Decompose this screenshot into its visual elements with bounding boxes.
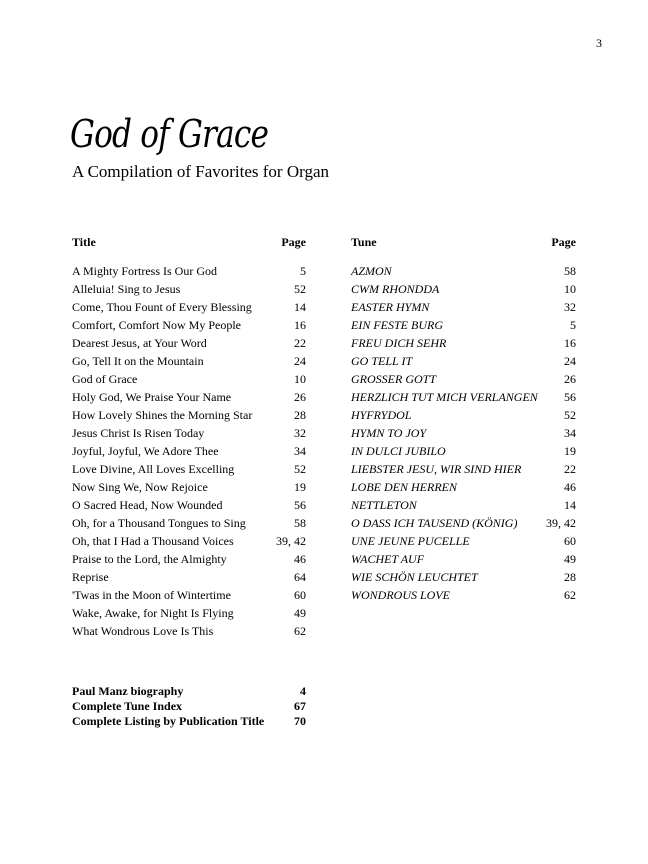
entry-page: 56 [564,390,576,404]
table-row [351,389,576,405]
table-row [351,533,576,549]
entry-page: 39, 42 [276,534,306,548]
entry-page: 49 [294,606,306,620]
entry-title: Praise to the Lord, the Almighty [72,552,227,566]
entry-page: 19 [564,444,576,458]
entry-page: 62 [294,624,306,638]
table-row [72,569,306,585]
entry-page: 58 [294,516,306,530]
entry-page: 16 [294,318,306,332]
table-row [72,407,306,423]
entry-title: WIE SCHÖN LEUCHTET [351,570,478,584]
table-row [351,407,576,423]
entry-title: HERZLICH TUT MICH VERLANGEN [351,390,538,404]
table-row [72,713,306,729]
entry-page: 52 [294,282,306,296]
entry-title: 'Twas in the Moon of Wintertime [72,588,231,602]
entry-page: 24 [564,354,576,368]
entry-page: 16 [564,336,576,350]
entry-page: 10 [564,282,576,296]
entry-title: FREU DICH SEHR [351,336,447,350]
entry-title: God of Grace [72,372,138,386]
entry-page: 58 [564,264,576,278]
table-row [72,389,306,405]
entry-title: EIN FESTE BURG [351,318,443,332]
entry-title: Paul Manz biography [72,684,184,698]
entry-title: EASTER HYMN [351,300,430,314]
entry-title: WACHET AUF [351,552,425,566]
entry-page: 24 [294,354,306,368]
table-row [72,281,306,297]
entry-title: Joyful, Joyful, We Adore Thee [72,444,219,458]
entry-page: 28 [564,570,576,584]
table-row [72,683,306,699]
table-row [72,587,306,603]
table-row [72,371,306,387]
entry-page: 67 [294,699,306,713]
entry-title: Love Divine, All Loves Excelling [72,462,235,476]
book-subtitle: A Compilation of Favorites for Organ [72,162,330,181]
entry-title: IN DULCI JUBILO [351,444,446,458]
entry-title: WONDROUS LOVE [351,588,450,602]
table-row [72,353,306,369]
table-row [351,461,576,477]
table-row [351,317,576,333]
entry-title: How Lovely Shines the Morning Star [72,408,253,422]
entry-title: Wake, Awake, for Night Is Flying [72,606,234,620]
entry-title: Comfort, Comfort Now My People [72,318,241,332]
table-row [72,461,306,477]
entry-page: 70 [294,714,306,728]
entry-page: 52 [564,408,576,422]
entry-page: 26 [294,390,306,404]
entry-page: 19 [294,480,306,494]
table-row [72,299,306,315]
book-title: God of Grace [70,112,269,156]
entry-page: 52 [294,462,306,476]
entry-title: HYFRYDOL [351,408,412,422]
table-row [72,605,306,621]
entry-page: 46 [564,480,576,494]
entry-title: Complete Listing by Publication Title [72,714,265,728]
table-row [72,317,306,333]
entry-title: What Wondrous Love Is This [72,624,214,638]
table-row [351,353,576,369]
table-row [72,425,306,441]
entry-page: 5 [570,318,576,332]
table-row [351,587,576,603]
table-row [351,515,576,531]
entry-title: NETTLETON [351,498,417,512]
entry-title: Oh, for a Thousand Tongues to Sing [72,516,246,530]
entry-title: Dearest Jesus, at Your Word [72,336,207,350]
table-row [72,623,306,639]
entry-page: 22 [564,462,576,476]
entry-title: Go, Tell It on the Mountain [72,354,204,368]
entry-page: 32 [294,426,306,440]
tunes-header-title: Tune [351,235,377,249]
entry-page: 22 [294,336,306,350]
entry-title: UNE JEUNE PUCELLE [351,534,470,548]
table-row [72,335,306,351]
entry-title: LIEBSTER JESU, WIR SIND HIER [351,462,522,476]
entry-title: A Mighty Fortress Is Our God [72,264,218,278]
entry-title: Complete Tune Index [72,699,183,713]
table-row [351,479,576,495]
titles-header-title: Title [72,235,96,249]
entry-title: O DASS ICH TAUSEND (KÖNIG) [351,516,518,530]
entry-title: Now Sing We, Now Rejoice [72,480,208,494]
entry-title: Alleluia! Sing to Jesus [72,282,181,296]
table-row [351,551,576,567]
entry-title: Jesus Christ Is Risen Today [72,426,205,440]
entry-title: Holy God, We Praise Your Name [72,390,232,404]
titles-header-page: Page [281,235,306,249]
table-row [351,281,576,297]
entry-title: GO TELL IT [351,354,413,368]
table-row [72,479,306,495]
table-row [72,551,306,567]
entry-page: 32 [564,300,576,314]
entry-page: 14 [564,498,576,512]
entry-page: 56 [294,498,306,512]
page-number: 3 [596,36,602,50]
entry-page: 5 [300,264,306,278]
table-row [351,299,576,315]
table-row [351,425,576,441]
entry-page: 62 [564,588,576,602]
entry-page: 14 [294,300,306,314]
table-row [72,698,306,714]
entry-title: GROSSER GOTT [351,372,437,386]
entry-page: 64 [294,570,306,584]
entry-page: 39, 42 [546,516,576,530]
table-row [72,515,306,531]
table-row [351,263,576,279]
entry-page: 4 [300,684,306,698]
entry-title: Reprise [72,570,109,584]
entry-title: CWM RHONDDA [351,282,440,296]
entry-page: 34 [564,426,576,440]
entry-title: LOBE DEN HERREN [351,480,457,494]
table-row [351,497,576,513]
entry-page: 26 [564,372,576,386]
entry-title: O Sacred Head, Now Wounded [72,498,223,512]
entry-title: AZMON [351,264,392,278]
table-row [72,497,306,513]
entry-title: HYMN TO JOY [351,426,427,440]
entry-page: 28 [294,408,306,422]
table-row [72,533,306,549]
table-row [72,263,306,279]
table-row [351,335,576,351]
entry-page: 34 [294,444,306,458]
table-row [351,371,576,387]
entry-page: 60 [294,588,306,602]
entry-page: 10 [294,372,306,386]
entry-title: Oh, that I Had a Thousand Voices [72,534,234,548]
tunes-header-page: Page [551,235,576,249]
table-row [72,443,306,459]
entry-page: 46 [294,552,306,566]
entry-page: 49 [564,552,576,566]
entry-title: Come, Thou Fount of Every Blessing [72,300,252,314]
entry-page: 60 [564,534,576,548]
table-row [351,443,576,459]
table-row [351,569,576,585]
